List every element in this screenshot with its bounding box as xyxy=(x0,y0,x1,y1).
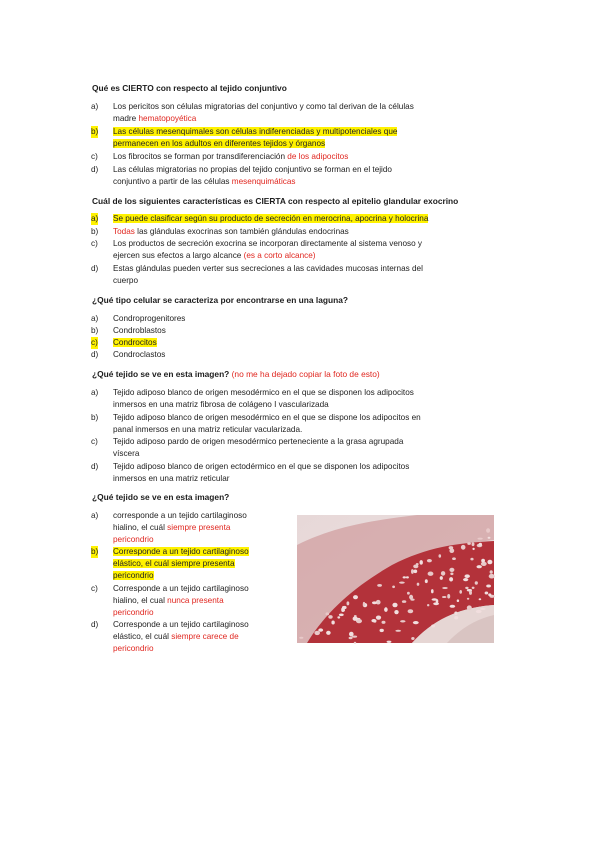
option-text: Tejido adiposo blanco de origen mesodérmico en el que se disponen los adipocitos xyxy=(113,388,414,397)
red-correction: pericondrio xyxy=(113,608,154,618)
lacuna xyxy=(314,631,320,635)
lacuna xyxy=(416,563,419,565)
lacuna xyxy=(382,621,386,624)
lacuna xyxy=(467,598,469,600)
option-text: inmersos en una matriz fibrosa de colágeno I vascularizada xyxy=(113,400,329,410)
red-correction: Todas xyxy=(113,227,135,236)
lacuna xyxy=(488,593,491,596)
q2-option-d xyxy=(91,263,423,287)
option-text: Las células migratorias no propias del tejido conjuntivo se forman en el tejido xyxy=(113,165,392,174)
lacuna xyxy=(420,560,423,565)
option-text: elástico, el cuál xyxy=(113,632,172,642)
lacuna xyxy=(354,642,356,644)
lacuna xyxy=(454,616,458,619)
option-text: inmersos en una matriz reticular xyxy=(113,474,230,484)
lacuna xyxy=(467,605,472,610)
lacuna xyxy=(479,598,482,600)
lacuna xyxy=(339,614,344,617)
lacuna xyxy=(441,571,445,576)
lacuna xyxy=(449,568,454,572)
lacuna xyxy=(486,528,490,533)
lacuna xyxy=(472,587,475,589)
histology-image xyxy=(297,515,494,643)
question-5-title: ¿Qué tejido se ve en esta imagen? xyxy=(92,492,230,502)
lacuna xyxy=(475,581,478,584)
lacuna xyxy=(481,562,487,566)
lacuna xyxy=(331,621,334,625)
lacuna xyxy=(488,537,491,539)
lacuna xyxy=(472,548,474,550)
lacuna xyxy=(395,630,401,632)
lacuna xyxy=(413,570,417,574)
lacuna xyxy=(376,616,381,620)
lacuna xyxy=(427,559,432,562)
option-text: madre xyxy=(113,114,139,124)
option-label: a) xyxy=(91,388,99,397)
red-note: (no me ha dejado copiar la foto de esto) xyxy=(231,369,380,379)
lacuna xyxy=(450,573,453,576)
lacuna xyxy=(328,615,332,619)
lacuna xyxy=(371,619,376,622)
red-correction: hematopoyética xyxy=(138,114,197,124)
lacuna xyxy=(465,587,468,589)
option-label: b) xyxy=(91,326,99,335)
option-label: d) xyxy=(91,350,99,359)
option-text: víscera xyxy=(113,449,140,459)
lacuna xyxy=(406,576,409,578)
lacuna xyxy=(400,620,405,622)
option-text: las glándulas exocrinas son también glándulas endocrinas xyxy=(134,227,349,236)
red-correction: de los adipocitos xyxy=(287,152,349,161)
lacuna xyxy=(479,543,482,546)
highlighted-answer: Las células mesenquimales son células indiferenciadas y multipotenciales que xyxy=(113,127,398,136)
lacuna xyxy=(450,605,456,608)
lacuna xyxy=(407,592,410,595)
lacuna xyxy=(377,584,382,587)
lacuna xyxy=(384,607,388,612)
option-label: c) xyxy=(91,437,98,446)
lacuna xyxy=(480,608,486,610)
red-correction: pericondrio xyxy=(113,644,154,654)
lacuna xyxy=(442,587,448,589)
option-label: c) xyxy=(91,239,98,248)
red-correction: siempre presenta xyxy=(167,523,231,533)
lacuna xyxy=(449,548,454,553)
q5-option-c xyxy=(91,583,283,620)
lacuna xyxy=(461,545,466,550)
lacuna xyxy=(465,574,470,578)
option-text: Condroprogenitores xyxy=(113,314,186,323)
lacuna xyxy=(431,625,435,628)
option-text: corresponde a un tejido cartilaginoso xyxy=(113,511,247,520)
lacuna xyxy=(402,600,406,603)
lacuna xyxy=(481,559,485,563)
highlighted-answer: permanecen en los adultos en diferentes tejidos y órganos xyxy=(113,139,326,149)
q5-option-d xyxy=(91,619,283,654)
lacuna xyxy=(337,616,340,618)
option-text: Condroclastos xyxy=(113,350,166,359)
option-label: b) xyxy=(91,546,98,558)
lacuna xyxy=(449,577,453,581)
lacuna xyxy=(428,572,434,576)
lacuna xyxy=(413,621,419,624)
lacuna xyxy=(454,612,457,615)
lacuna xyxy=(440,576,443,580)
lacuna xyxy=(347,601,350,605)
lacuna xyxy=(478,538,483,540)
lacuna xyxy=(408,609,414,613)
option-label: c) xyxy=(91,337,98,349)
q4-option-b xyxy=(91,412,421,436)
highlighted-answer: pericondrio xyxy=(113,571,154,581)
lacuna xyxy=(447,594,450,599)
q2-option-c xyxy=(91,238,423,262)
lacuna xyxy=(417,583,420,586)
option-text: Los pericitos son células migratorias del conjuntivo y como tal derivan de la células xyxy=(113,102,414,111)
q2-option-a xyxy=(91,213,429,225)
highlighted-answer: Corresponde a un tejido cartilaginoso xyxy=(113,547,249,556)
cartilage-micrograph xyxy=(297,515,494,643)
lacuna xyxy=(387,641,392,643)
option-label: b) xyxy=(91,413,99,422)
lacuna xyxy=(467,542,471,545)
option-text: Estas glándulas pueden verter sus secreciones a las cavidades mucosas internas del xyxy=(113,264,423,273)
q2-option-b xyxy=(91,226,349,238)
lacuna xyxy=(469,591,472,595)
lacuna xyxy=(399,582,405,584)
highlighted-answer: elástico, el cuál siempre presenta xyxy=(113,559,235,569)
option-text: Tejido adiposo blanco de origen ectodérmico en el que se disponen los adipocitos xyxy=(113,462,410,471)
option-text: hialino, el cuál xyxy=(113,523,168,533)
lacuna xyxy=(342,606,347,609)
option-label: c) xyxy=(91,152,98,161)
option-text: Corresponde a un tejido cartilaginoso xyxy=(113,620,249,629)
option-label: a) xyxy=(91,102,99,111)
q5-option-b xyxy=(91,546,283,583)
lacuna xyxy=(380,629,384,632)
lacuna xyxy=(457,599,459,602)
lacuna xyxy=(459,590,462,594)
red-correction: mesenquimáticas xyxy=(231,177,296,187)
lacuna xyxy=(436,599,439,603)
option-text: Condroblastos xyxy=(113,326,166,335)
option-label: d) xyxy=(91,264,99,273)
option-label: a) xyxy=(91,314,99,323)
lacuna xyxy=(425,579,428,583)
option-text: Tejido adiposo pardo de origen mesodérmico perteneciente a la grasa agrupada xyxy=(113,437,404,446)
option-text: conjuntivo a partir de las células xyxy=(113,177,232,187)
lacuna xyxy=(489,574,495,579)
lacuna xyxy=(427,604,429,606)
option-text: panal inmersos en una matriz reticular vacularizada. xyxy=(113,425,303,435)
question-2-title: Cuál de los siguientes características es CIERTA con respecto al epitelio glandular exocrino xyxy=(92,196,459,206)
q1-option-c xyxy=(91,151,349,163)
lacuna xyxy=(452,557,456,560)
lacuna xyxy=(363,602,365,606)
option-label: b) xyxy=(91,227,99,236)
lacuna xyxy=(470,558,473,561)
option-text: Corresponde a un tejido cartilaginoso xyxy=(113,584,249,593)
highlighted-answer: Se puede clasificar según su producto de secreción en merocrina, apocrina y holocrina xyxy=(113,214,429,223)
q5-option-a xyxy=(91,510,283,547)
q1-option-d xyxy=(91,164,392,188)
option-text: Los productos de secreción exocrina se incorporan directamente al sistema venoso y xyxy=(113,239,423,248)
question-3-title: ¿Qué tipo celular se caracteriza por encontrarse en una laguna? xyxy=(92,295,348,305)
option-label: d) xyxy=(91,620,99,629)
lacuna xyxy=(442,596,446,598)
option-text: ejercen sus efectos a largo alcance xyxy=(113,251,244,261)
question-1-title: Qué es CIERTO con respecto al tejido conjuntivo xyxy=(92,83,287,93)
lacuna xyxy=(352,636,357,638)
highlighted-answer: Condrocitos xyxy=(113,338,157,347)
option-text: hialino, el cual xyxy=(113,596,168,606)
lacuna xyxy=(372,601,377,604)
q1-option-a xyxy=(91,101,414,125)
lacuna xyxy=(353,617,358,621)
lacuna xyxy=(299,637,303,639)
option-label: d) xyxy=(91,165,99,174)
question-text: ¿Qué tejido se ve en esta imagen? xyxy=(92,369,230,379)
option-label: a) xyxy=(91,511,99,520)
lacuna xyxy=(487,560,492,565)
lacuna xyxy=(476,610,482,613)
lacuna xyxy=(349,637,353,639)
option-text: Tejido adiposo blanco de origen mesodérmico en el que se dispone los adipocitos en xyxy=(113,413,421,422)
lacuna xyxy=(392,603,397,608)
lacuna xyxy=(409,595,413,600)
q1-option-b xyxy=(91,126,398,150)
lacuna xyxy=(485,592,489,595)
lacuna xyxy=(486,585,491,588)
q3-option-a xyxy=(91,313,186,325)
option-text: Los fibrocitos se forman por transdiferenciación xyxy=(113,152,288,161)
lacuna xyxy=(392,586,395,589)
lacuna xyxy=(472,542,475,546)
lacuna xyxy=(411,569,414,574)
lacuna xyxy=(394,610,398,614)
lacuna xyxy=(477,565,482,568)
option-text: cuerpo xyxy=(113,276,139,286)
lacuna xyxy=(490,570,493,574)
lacuna xyxy=(326,631,331,635)
q4-option-d xyxy=(91,461,410,485)
option-label: c) xyxy=(91,584,98,593)
q4-option-c xyxy=(91,436,404,460)
q4-option-a xyxy=(91,387,414,411)
q3-option-c xyxy=(91,337,157,349)
lacuna xyxy=(431,589,434,593)
option-label: d) xyxy=(91,462,99,471)
lacuna xyxy=(353,595,358,599)
lacuna xyxy=(463,578,468,581)
question-4-title xyxy=(92,369,380,379)
option-label: a) xyxy=(91,213,98,225)
q3-option-b xyxy=(91,325,166,337)
red-correction: pericondrio xyxy=(113,535,154,545)
red-correction: (es a corto alcance) xyxy=(243,251,316,261)
lacuna xyxy=(439,554,442,557)
red-correction: nunca presenta xyxy=(167,596,224,606)
option-label: b) xyxy=(91,126,98,138)
lacuna xyxy=(403,576,406,578)
q3-option-d xyxy=(91,349,166,361)
lacuna xyxy=(326,612,330,615)
red-correction: siempre carece de xyxy=(171,632,239,642)
lacuna xyxy=(411,637,414,640)
